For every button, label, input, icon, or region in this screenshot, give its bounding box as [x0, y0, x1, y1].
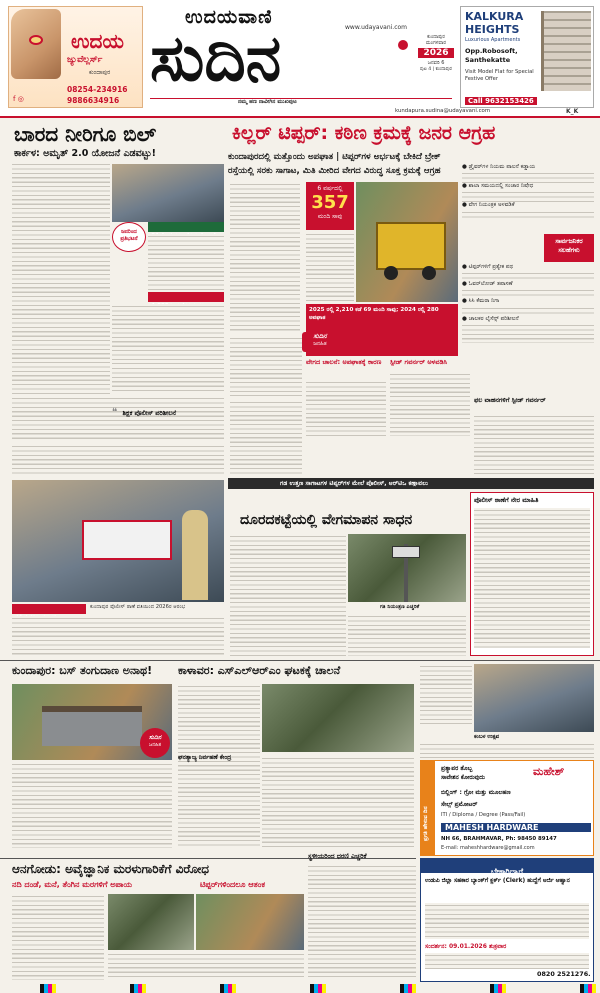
anagodu-mid-title: ಸ್ಥಳೀಯರಿಂದ ಧರಣಿ ಎಚ್ಚರಿಕೆ	[308, 852, 367, 860]
sub-speed-cause	[306, 358, 386, 367]
sub-speed-cause-title: ವೇಗದ ಚಾಲನೆ: ಅಪಘಾತಕ್ಕೆ ಕಾರಣ	[306, 358, 382, 366]
udaya-phone-1: 08254-234916	[67, 85, 128, 94]
logo-sudina	[150, 20, 412, 98]
kalavara-text-2	[262, 756, 414, 848]
suggestions-list-2	[462, 264, 594, 343]
edition-label: ಕುಂದಾಪುರ	[427, 34, 445, 40]
middle-column-text-2	[230, 336, 302, 396]
logo-sudina-text: ಸುದಿನ	[150, 22, 282, 96]
quote-police	[112, 400, 224, 419]
stat-side-text	[306, 232, 354, 302]
anagodu-photo-2	[196, 894, 304, 950]
wanted-ad-box[interactable]	[420, 858, 594, 982]
safety-body-text	[12, 616, 224, 656]
tagline: ನಮ್ಮ ಹಣ ನಾವೀಗಿನ ಮುಖಪುಟ	[238, 99, 297, 105]
anagodu-text	[12, 894, 104, 980]
headline-kalavara: ಕಾಳಾವರ: ಎಸ್‌ಎಲ್‌ಆರ್‌ಎಂ ಘಟಕಕ್ಕೆ ಚಾಲನೆ	[178, 664, 341, 677]
mahesh-qual: ITI / Diploma / Degree (Pass/Fail)	[441, 812, 526, 818]
police-info-text	[474, 508, 590, 648]
kalkura-call[interactable]: Call 9632153426	[465, 97, 537, 105]
headline-bus-stand: ಕುಂದಾಪುರ: ಬಸ್ ತಂಗುದಾಣ ಅನಾಥ!	[12, 664, 153, 677]
callout-text	[148, 234, 224, 290]
ad-udaya-jewellers[interactable]	[8, 6, 143, 108]
email[interactable]: kundapura.sudina@udayavani.com	[395, 108, 491, 114]
kalkura-subtitle: Luxurious Apartments	[465, 37, 521, 43]
sudina-tag-1: ಸುದಿನ	[313, 332, 327, 340]
truck-shape	[376, 222, 446, 270]
janahita-badge-text: ಜನಹಿತ	[148, 742, 162, 748]
police-rto-strip-text: ಗಡ ಉತ್ತಣ ಸಾಗಾಟಗಳ ಟಿಪ್ಪರ್‌ಗಳ ಮೇಲೆ ಪೊಲೀಸ್, ಆರ್‌ಟಿಒ ಕಣ್ಗಾವಲು	[280, 480, 429, 487]
stamp-text: ಜನರಿಂದ ಪ್ರತಿಭಟನೆ	[120, 229, 138, 242]
anagodu-photo-1	[108, 894, 194, 950]
middle-column-text	[230, 182, 300, 332]
wanted-details-2	[425, 953, 589, 969]
mahesh-jobs-1: ಬಿಲ್ಲಿಂಗ್ : ಗ್ರೋ ಮತ್ತು ಮೂಲಹಣ	[441, 789, 511, 796]
stat-box	[306, 182, 354, 230]
sub-fala-title: ಫಲ ವಾಹನಗಳಿಗೆ ಸ್ಪೀಡ್ ಗವರ್ನರ್	[474, 396, 546, 404]
section-rule-2	[0, 660, 600, 661]
lead-middle-bottom-text	[230, 400, 302, 476]
quote-text	[112, 366, 224, 394]
udaya-place: ಕುಂದಾಪುರ	[89, 69, 111, 76]
suggestion-item: ● ಶಾಲಾ ಸಮಯದಲ್ಲಿ ಸಂಚಾರ ನಿಷೇಧ	[462, 183, 534, 190]
kambala-photo	[474, 664, 594, 732]
bus-stand-text	[12, 762, 172, 848]
speed-device-text-2	[348, 614, 466, 656]
callout-text-2	[112, 304, 224, 364]
kalavara-photo	[262, 684, 414, 752]
mahesh-name: MAHESH HARDWARE	[441, 823, 591, 832]
wanted-details	[425, 903, 589, 939]
sub-speed-governor-text	[390, 372, 470, 436]
date-page: ಪುಟ 4 | ಕುಂದಾಪುರ	[420, 67, 452, 72]
kicker-karkala: ಕಾರ್ಕಳ: ಅಮೃತ್ 2.0 ಯೋಜನೆ ಎಡವಟ್ಟು!	[14, 148, 156, 159]
suggestion-item: ● ಡ್ರೈವರ್‌ಗಳ ನಿಯಮ ಪಾಲನೆ ಕಡ್ಡಾಯ	[462, 164, 536, 170]
stat-value: 357	[311, 192, 349, 213]
anagodu-deck-2: ಟಿಪ್ಪರ್‌ಗಳಿಂದಲೂ ಆತಂಕ	[200, 880, 265, 889]
tagline-bar	[150, 98, 452, 107]
right-brief-text	[420, 664, 472, 724]
mahesh-address: NH 66, BRAHMAVAR, Ph: 98450 89147	[441, 836, 557, 842]
ad-mahesh-hardware[interactable]	[420, 760, 594, 856]
kalkura-offer: Visit Model Flat for Special Festive Offer	[465, 69, 534, 82]
callout-homes	[148, 292, 224, 302]
date-block	[418, 34, 454, 82]
logo-udayavani: ಉದಯವಾಣಿ	[185, 6, 273, 28]
date-weekday: ಮಂಗಳವಾರ	[425, 40, 446, 46]
date-day: ಜನವರಿ 6	[427, 60, 445, 66]
kalavara-sub: ಘನತ್ಯಾಜ್ಯ ನಿರ್ವಹಣೆ ಕೇಂದ್ರ	[178, 754, 232, 761]
suggestions-heading	[544, 234, 594, 262]
camera-device	[392, 546, 420, 558]
suggestion-item: ● ಚಾಲಕರ ಲೈಸೆನ್ಸ್ ಪರಿಶೀಲನೆ	[462, 315, 519, 322]
wanted-phone[interactable]: 0820 2521276.	[537, 970, 591, 978]
kambala-text	[420, 742, 594, 758]
road-safety-photo	[12, 480, 224, 602]
udaya-phone-2: 9886634916	[67, 96, 120, 105]
kalavara-text	[178, 684, 260, 848]
suggestions-list	[462, 164, 594, 218]
sub-fala-vehicles	[474, 396, 594, 405]
ad-kalkura-heights[interactable]	[460, 6, 594, 108]
kalkura-title-2: HEIGHTS	[465, 23, 520, 36]
kambala-caption: ಕಂಬಳ ಉತ್ಸವ	[474, 734, 500, 740]
sub-speed-governor-title: ಸ್ಪೀಡ್ ಗವರ್ನರ್ ಅಳವಡಿಸಿ	[390, 358, 448, 366]
police-rto-strip	[228, 478, 594, 489]
anagodu-mid-text	[308, 864, 416, 980]
sub-speed-governor	[390, 358, 470, 367]
wanted-title-text: ಬೇಕಾಗಿದ್ದಾರೆ	[490, 867, 524, 876]
callout-64crore	[148, 222, 224, 232]
speed-camera-photo	[348, 534, 466, 602]
police-officer-figure	[182, 510, 208, 600]
wanted-date: ಸಂದರ್ಶನ: 09.01.2026 ಶುಕ್ರವಾರ	[425, 943, 507, 950]
safety-text: ಕುಂದಾಪುರ ಪೊಲೀಸ್ ಠಾಣೆ ವತಿಯಿಂದ 2026ರ ಆರಂಭ	[90, 604, 186, 610]
headline-barada-neeru: ಬಾರದ ನೀರಿಗೂ ಬಿಲ್	[14, 122, 157, 146]
anagodu-deck-1: ನದಿ ದಂಡೆ, ಮನೆ, ತೆಂಗಿನ ಮರಗಳಿಗೆ ಅಪಾಯ	[12, 880, 133, 889]
suggestion-item: ● ವೇಗ ನಿಯಂತ್ರಕ ಅಳವಡಿಕೆ	[462, 202, 515, 209]
lead-left-bottom-text-2	[12, 444, 224, 476]
speed-photo-caption: ಗತಿ ನಿಯಂತ್ರಣ ಎಚ್ಚರಿಕೆ	[380, 604, 420, 610]
ring-icon	[29, 35, 43, 45]
mahesh-line1: ಪ್ರತ್ಯಾಪರ ತೊಬ್ಬ	[441, 765, 473, 772]
police-info-title: ಪೊಲೀಸ್ ಠಾಣೆಗೆ ನೇರ ಮಾಹಿತಿ	[474, 496, 539, 504]
headline-anagodu: ಆನಗೋಡು: ಅವೈಜ್ಞಾನಿಕ ಮರಳುಗಾರಿಕೆಗೆ ವಿರೋಧ	[12, 862, 210, 876]
udaya-brand: ಉದಯ	[71, 29, 124, 53]
suggestion-item: ● ಸಿಸಿ ಕೆಮರಾ ನಿಗಾ	[462, 298, 500, 305]
truck-wheel-2	[422, 266, 436, 280]
sub-fala-text	[474, 414, 594, 474]
sudina-janahita-badge-2	[140, 728, 170, 758]
registration-marks	[0, 984, 600, 993]
logo-red-dot	[398, 40, 408, 50]
suggestions-heading-text: ಸಾರ್ವಜನಿಕರ ಸಲಹೆಗಳು	[555, 237, 583, 254]
speed-device-text	[230, 534, 346, 656]
stat-label: ಮಂದಿ ಸಾವು	[317, 213, 343, 220]
headline-speed-device: ದೂರದಕಟ್ಟೆಯಲ್ಲಿ ವೇಗಮಾಪನ ಸಾಧನ	[240, 512, 413, 528]
quote-police-text: ಶಿಕ್ಷಕ ಪೊಲೀಸ್ ಪರಿಶೀಲನೆ	[122, 409, 177, 417]
kalkura-title: KALKURA	[465, 10, 524, 23]
suggestions-sidebar	[462, 164, 594, 392]
quote-icon: ❝	[112, 407, 118, 418]
kalkura-address: Opp.Robosoft, Santhekatte	[465, 47, 518, 64]
mahesh-vertical-text: ಪ್ರಗತಿ ಹೇಳುವ ದಿನ	[423, 806, 429, 841]
protest-photo	[112, 164, 224, 222]
stamp-protest	[112, 222, 146, 252]
mahesh-line2: ಸಾವೇಶನ ಕೋರುವುದು	[441, 774, 486, 781]
mahesh-brand: ಮಹೇಶ್	[533, 765, 565, 778]
mahesh-email[interactable]: E-mail: maheshhardware@gmail.com	[441, 845, 535, 851]
bus-shelter-shape	[42, 706, 142, 746]
sudina-janahita-tag	[302, 332, 338, 352]
date-year: 2026	[418, 48, 454, 58]
safety-week-label	[12, 604, 86, 614]
truck-wheel-1	[384, 266, 398, 280]
apartment-building-image	[541, 11, 591, 91]
fact-box-text: 2025 ರಲ್ಲಿ 2,210 ಕಡೆ 69 ಮಂದಿ ಸಾವು; 2024 ರಲ್ಲಿ 280 ಅಪಘಾತ	[309, 307, 439, 321]
social-icons: f ◎	[13, 95, 24, 103]
banner-in-photo	[82, 520, 172, 560]
suggestion-item: ● ಟಿಪ್ಪರ್‌ಗಳಿಗೆ ಪ್ರತ್ಯೇಕ ಪಥ	[462, 264, 514, 270]
lead-deck: ಕುಂದಾಪುರದಲ್ಲಿ ಮತ್ತೊಂದು ಅಪಘಾತ | ಟಿಪ್ಪರ್‌ಗಳ ಅರ್ಭಟಕ್ಕೆ ಬೇಕಿದೆ ಬ್ರೇಕ್	[228, 152, 441, 162]
sub-speed-cause-text	[306, 380, 386, 436]
masthead-bottom-rule	[0, 116, 600, 118]
wanted-title	[421, 859, 593, 876]
police-info-box	[470, 492, 594, 656]
anagodu-text-2	[108, 952, 304, 980]
udaya-brand-sub: ಜ್ಯುವೆಲ್ಲರ್ಸ್	[67, 55, 103, 65]
website[interactable]: www.udayavani.com	[345, 24, 408, 31]
suggestion-item: ● ಓವರ್‌ಲೋಡ್ ತಪಾಸಣೆ	[462, 281, 513, 288]
stat-top: 6 ವರ್ಷದಲ್ಲಿ	[317, 185, 343, 192]
left-column-text	[12, 162, 110, 394]
mahesh-jobs-2: ಸೇಲ್ಸ್ ಪ್ರಮೋಟರ್	[441, 801, 478, 808]
lead-deck-2: ರಸ್ತೆಯಲ್ಲಿ ಸರಕು ಸಾಗಾಟ, ಮಿತಿ ಮೀರಿದ ವೇಗದ ವಿರುದ್ಧ ಸೂಕ್ತ ಕ್ರಮಕ್ಕೆ ಆಗ್ರಹ	[228, 166, 441, 176]
kk-mark: K_K	[566, 108, 579, 115]
sudina-tag-2: ಜನಹಿತ	[313, 341, 327, 347]
tipper-truck-photo	[356, 182, 458, 302]
wanted-text: ಉಡುಪಿ ಜಿಲ್ಲಾ ಸಹಕಾರ ಬ್ಯಾಂಕ್‌ಗೆ ಕ್ಲರ್ಕ್ (Clerk) ಹುದ್ದೆಗೆ ಅರ್ಜಿ ಆಹ್ವಾನ	[425, 878, 570, 884]
headline-killer-tipper: ಕಿಲ್ಲರ್ ಟಿಪ್ಪರ್: ಕಠಿಣ ಕ್ರಮಕ್ಕೆ ಜನರ ಆಗ್ರಹ	[232, 122, 496, 144]
sudina-badge-text: ಸುದಿನ	[148, 734, 162, 741]
